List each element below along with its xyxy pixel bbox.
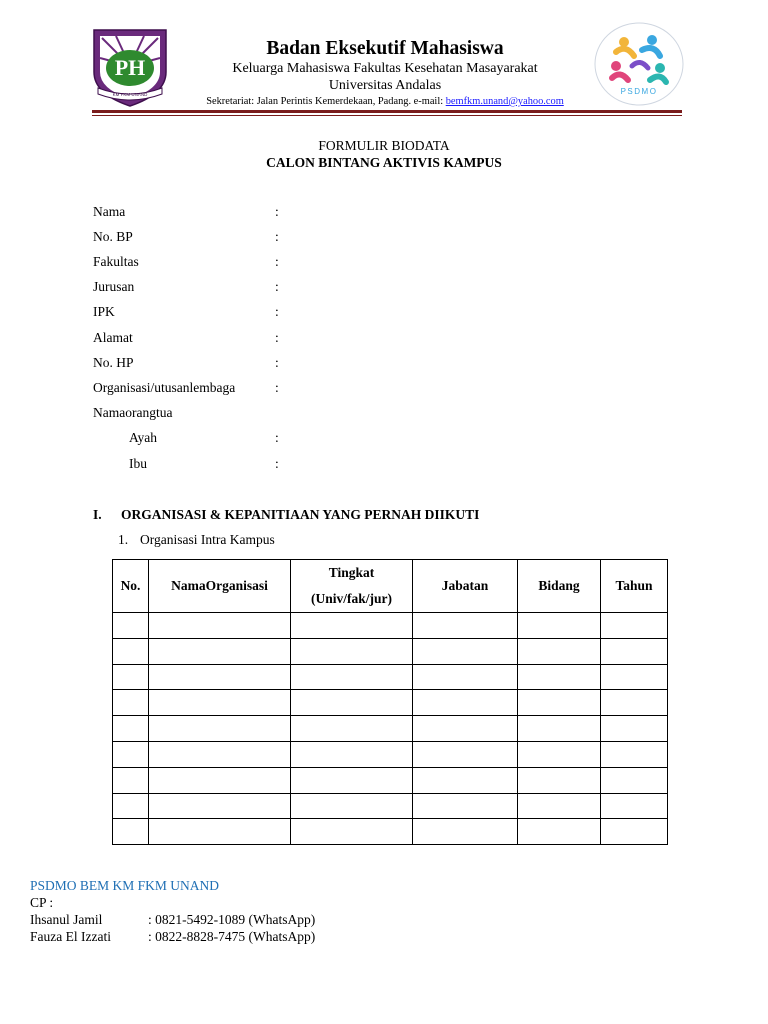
field-jurusan[interactable] bbox=[0, 279, 768, 299]
field-label: Organisasi/utusanlembaga bbox=[93, 380, 236, 395]
table-cell[interactable] bbox=[149, 638, 291, 664]
table-cell[interactable] bbox=[601, 690, 668, 716]
table-cell[interactable] bbox=[413, 613, 518, 639]
header-rule-thick bbox=[92, 110, 682, 113]
table-cell[interactable] bbox=[113, 741, 149, 767]
field-colon: : bbox=[275, 229, 279, 244]
contact-phone: : 0822-8828-7475 (WhatsApp) bbox=[148, 929, 316, 944]
table-body bbox=[113, 613, 668, 845]
table-cell[interactable] bbox=[291, 613, 413, 639]
table-cell[interactable] bbox=[413, 716, 518, 742]
footer-cp: CP : bbox=[30, 895, 54, 910]
field-organisasi[interactable] bbox=[0, 380, 768, 400]
svg-text:KM FKM UNAND: KM FKM UNAND bbox=[112, 92, 148, 97]
table-cell[interactable] bbox=[518, 664, 601, 690]
table-cell[interactable] bbox=[291, 819, 413, 845]
table-cell[interactable] bbox=[601, 741, 668, 767]
contact-name: Fauza El Izzati bbox=[30, 929, 111, 944]
header-faculty: Keluarga Mahasiswa Fakultas Kesehatan Masayarakat bbox=[232, 61, 538, 76]
header-title: Badan Eksekutif Mahasiswa bbox=[266, 38, 504, 59]
field-ayah[interactable] bbox=[0, 430, 768, 450]
col-bidang-header: Bidang bbox=[518, 560, 601, 613]
table-cell[interactable] bbox=[601, 638, 668, 664]
field-no-hp[interactable] bbox=[0, 355, 768, 375]
field-label: Jurusan bbox=[93, 279, 135, 294]
col-tahun-header: Tahun bbox=[601, 560, 668, 613]
table-cell[interactable] bbox=[113, 819, 149, 845]
table-cell[interactable] bbox=[601, 613, 668, 639]
field-no-bp[interactable] bbox=[0, 229, 768, 249]
table-cell[interactable] bbox=[518, 613, 601, 639]
table-cell[interactable] bbox=[149, 767, 291, 793]
table-cell[interactable] bbox=[291, 793, 413, 819]
section-number: I. bbox=[93, 507, 102, 522]
table-cell[interactable] bbox=[149, 819, 291, 845]
table-cell[interactable] bbox=[413, 741, 518, 767]
tingkat-line1: Tingkat bbox=[328, 565, 375, 580]
table-cell[interactable] bbox=[413, 819, 518, 845]
field-label: Alamat bbox=[93, 330, 133, 345]
col-jabatan-header: Jabatan bbox=[413, 560, 518, 613]
contact-name: Ihsanul Jamil bbox=[30, 912, 103, 927]
field-colon: : bbox=[275, 430, 279, 445]
table-cell[interactable] bbox=[149, 664, 291, 690]
table-cell[interactable] bbox=[291, 767, 413, 793]
field-colon: : bbox=[275, 330, 279, 345]
table-row bbox=[113, 767, 668, 793]
table-header-row bbox=[113, 560, 668, 613]
field-label: Fakultas bbox=[93, 254, 139, 269]
table-cell[interactable] bbox=[518, 819, 601, 845]
table-cell[interactable] bbox=[518, 767, 601, 793]
field-label: No. BP bbox=[93, 229, 133, 244]
bem-logo bbox=[92, 28, 168, 108]
table-row bbox=[113, 819, 668, 845]
field-label: Nama bbox=[93, 204, 126, 219]
table-cell[interactable] bbox=[601, 819, 668, 845]
field-colon: : bbox=[275, 279, 279, 294]
table-cell[interactable] bbox=[518, 793, 601, 819]
field-ibu[interactable] bbox=[0, 456, 768, 476]
table-cell[interactable] bbox=[291, 690, 413, 716]
organization-table bbox=[112, 559, 668, 845]
col-tingkat-header bbox=[291, 560, 413, 613]
table-row bbox=[113, 638, 668, 664]
table-cell[interactable] bbox=[291, 664, 413, 690]
contact-row bbox=[30, 912, 530, 930]
table-row bbox=[113, 741, 668, 767]
table-cell[interactable] bbox=[601, 767, 668, 793]
subsection-number: 1. bbox=[118, 532, 129, 547]
contact-row bbox=[30, 929, 530, 947]
field-label: Namaorangtua bbox=[93, 405, 173, 420]
field-colon: : bbox=[275, 204, 279, 219]
field-nama-orangtua bbox=[0, 405, 768, 425]
field-alamat[interactable] bbox=[0, 330, 768, 350]
field-ipk[interactable] bbox=[0, 304, 768, 324]
contact-phone: : 0821-5492-1089 (WhatsApp) bbox=[148, 912, 316, 927]
header-university: Universitas Andalas bbox=[328, 78, 442, 93]
table-cell[interactable] bbox=[113, 716, 149, 742]
subsection-title: Organisasi Intra Kampus bbox=[140, 532, 275, 547]
svg-text:PH: PH bbox=[114, 55, 146, 80]
field-label: Ayah bbox=[129, 430, 158, 445]
table-row bbox=[113, 690, 668, 716]
table-cell[interactable] bbox=[113, 638, 149, 664]
table-cell[interactable] bbox=[518, 638, 601, 664]
form-subtitle: CALON BINTANG AKTIVIS KAMPUS bbox=[266, 155, 502, 170]
email-link[interactable]: bemfkm.unand@yahoo.com bbox=[445, 96, 564, 107]
table-cell[interactable] bbox=[518, 690, 601, 716]
table-cell[interactable] bbox=[149, 716, 291, 742]
form-title: FORMULIR BIODATA bbox=[318, 138, 450, 153]
table-cell[interactable] bbox=[413, 638, 518, 664]
field-label: IPK bbox=[93, 304, 115, 319]
field-colon: : bbox=[275, 254, 279, 269]
table-cell[interactable] bbox=[518, 741, 601, 767]
field-colon: : bbox=[275, 380, 279, 395]
psdmo-logo bbox=[594, 22, 684, 106]
footer-org: PSDMO BEM KM FKM UNAND bbox=[30, 878, 220, 893]
field-colon: : bbox=[275, 456, 279, 471]
table-cell[interactable] bbox=[291, 716, 413, 742]
header-address bbox=[172, 96, 598, 107]
table-row bbox=[113, 613, 668, 639]
field-label: No. HP bbox=[93, 355, 134, 370]
table-cell[interactable] bbox=[291, 741, 413, 767]
table-cell[interactable] bbox=[113, 690, 149, 716]
table-cell[interactable] bbox=[413, 767, 518, 793]
table-cell[interactable] bbox=[413, 690, 518, 716]
field-nama[interactable] bbox=[0, 204, 768, 224]
field-colon: : bbox=[275, 355, 279, 370]
table-cell[interactable] bbox=[601, 664, 668, 690]
table-cell[interactable] bbox=[149, 741, 291, 767]
table-cell[interactable] bbox=[601, 716, 668, 742]
table-cell[interactable] bbox=[113, 793, 149, 819]
field-label: Ibu bbox=[129, 456, 147, 471]
table-row bbox=[113, 664, 668, 690]
table-cell[interactable] bbox=[149, 793, 291, 819]
col-no-header: No. bbox=[113, 560, 149, 613]
svg-text:PSDMO: PSDMO bbox=[620, 87, 658, 96]
table-cell[interactable] bbox=[113, 664, 149, 690]
table-cell[interactable] bbox=[413, 793, 518, 819]
col-nama-header: NamaOrganisasi bbox=[149, 560, 291, 613]
header-rule-thin bbox=[92, 115, 682, 116]
table-cell[interactable] bbox=[113, 767, 149, 793]
table-cell[interactable] bbox=[518, 716, 601, 742]
table-cell[interactable] bbox=[149, 613, 291, 639]
table-cell[interactable] bbox=[291, 638, 413, 664]
tingkat-line2: (Univ/fak/jur) bbox=[311, 591, 392, 606]
field-fakultas[interactable] bbox=[0, 254, 768, 274]
table-row bbox=[113, 793, 668, 819]
field-colon: : bbox=[275, 304, 279, 319]
table-row bbox=[113, 716, 668, 742]
section-title: ORGANISASI & KEPANITIAAN YANG PERNAH DIIKUTI bbox=[121, 507, 480, 522]
table-cell[interactable] bbox=[113, 613, 149, 639]
table-cell[interactable] bbox=[149, 690, 291, 716]
table-cell[interactable] bbox=[601, 793, 668, 819]
address-text: Sekretariat: Jalan Perintis Kemerdekaan, Padang. e-mail: bbox=[206, 96, 446, 107]
table-cell[interactable] bbox=[413, 664, 518, 690]
